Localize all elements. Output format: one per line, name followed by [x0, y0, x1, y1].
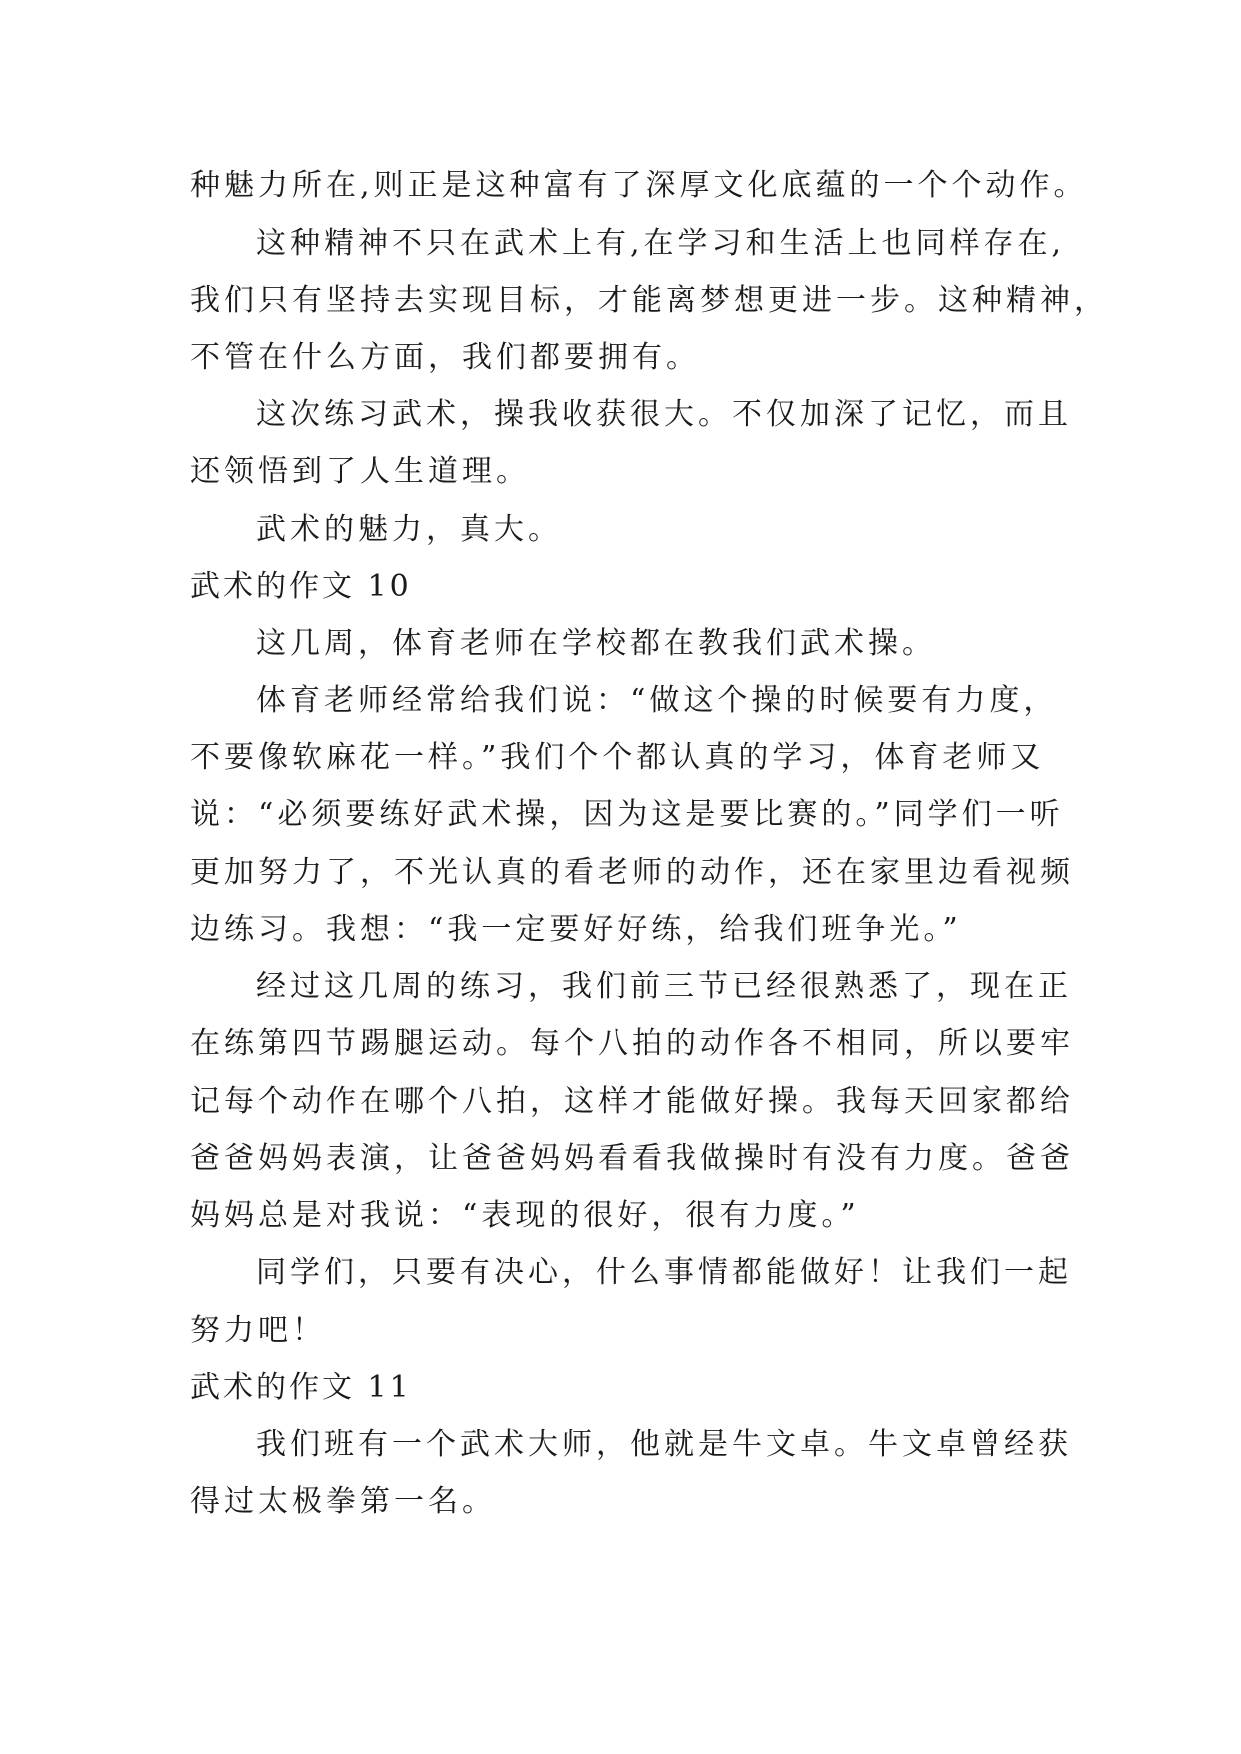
text-line: 我们只有坚持去实现目标，才能离梦想更进一步。这种精神，: [190, 283, 1108, 318]
text-line: 更加努力了，不光认真的看老师的动作，还在家里边看视频: [190, 855, 1074, 890]
text-line: 这几周，体育老师在学校都在教我们武术操。: [256, 626, 936, 661]
section-heading: 武术的作文 10: [190, 569, 412, 604]
text-line: 经过这几周的练习，我们前三节已经很熟悉了，现在正: [256, 969, 1072, 1004]
text-line: 这次练习武术，操我收获很大。不仅加深了记忆，而且: [256, 397, 1072, 432]
text-line: 这种精神不只在武术上有,在学习和生活上也同样存在,: [256, 226, 1066, 261]
text-line: 体育老师经常给我们说：“做这个操的时候要有力度，: [256, 683, 1058, 718]
text-line: 努力吧！: [190, 1313, 326, 1348]
text-line: 不管在什么方面，我们都要拥有。: [190, 340, 700, 375]
text-line: 同学们，只要有决心，什么事情都能做好！让我们一起: [256, 1255, 1072, 1290]
text-line: 边练习。我想：“我一定要好好练，给我们班争光。”: [190, 912, 962, 947]
text-line: 爸爸妈妈表演，让爸爸妈妈看看我做操时有没有力度。爸爸: [190, 1141, 1074, 1176]
text-line: 武术的魅力，真大。: [256, 512, 562, 547]
text-line: 种魅力所在,则正是这种富有了深厚文化底蕴的一个个动作。: [190, 168, 1088, 203]
text-line: 在练第四节踢腿运动。每个八拍的动作各不相同，所以要牢: [190, 1026, 1074, 1061]
text-line: 说：“必须要练好武术操，因为这是要比赛的。”同学们一听: [190, 797, 1064, 832]
text-line: 不要像软麻花一样。”我们个个都认真的学习，体育老师又: [190, 740, 1045, 775]
text-line: 我们班有一个武术大师，他就是牛文卓。牛文卓曾经获: [256, 1427, 1072, 1462]
text-line: 得过太极拳第一名。: [190, 1484, 496, 1519]
text-line: 还领悟到了人生道理。: [190, 454, 530, 489]
text-line: 记每个动作在哪个八拍，这样才能做好操。我每天回家都给: [190, 1084, 1074, 1119]
section-heading: 武术的作文 11: [190, 1370, 412, 1405]
text-line: 妈妈总是对我说：“表现的很好，很有力度。”: [190, 1198, 860, 1233]
